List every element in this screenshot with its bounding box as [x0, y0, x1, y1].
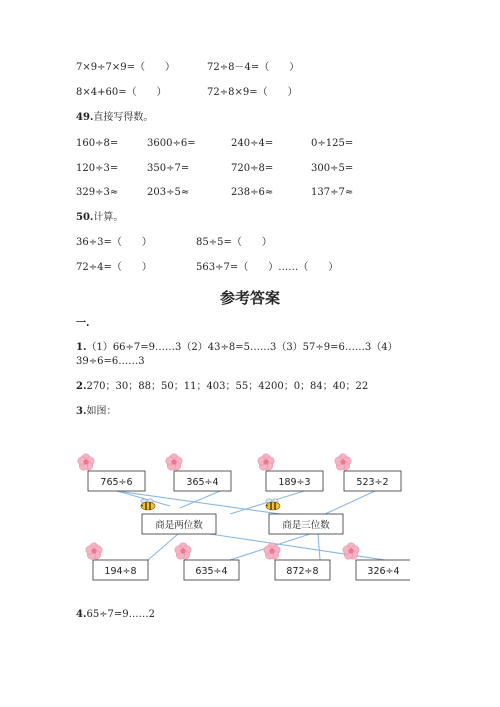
answer-text: 270；30；88；50；11；403；55；4200；0；84；40；22: [86, 381, 369, 392]
flower-icon: [343, 543, 359, 559]
calc-cell: 120÷3=: [76, 163, 119, 174]
exercise-1a: 7×9÷7×9=（ ）: [76, 62, 175, 73]
box-label: 194÷8: [104, 566, 137, 577]
calc-cell: 240÷4=: [231, 138, 274, 149]
exercise-2a: 8×4+60=（ ）: [76, 87, 167, 98]
answer-4: [76, 609, 155, 621]
answer-number: 3.: [76, 406, 87, 417]
box-label: 765÷6: [100, 477, 133, 488]
calc-cell: 85÷5=（ ）: [196, 237, 272, 248]
flower-icon: [78, 454, 94, 470]
matching-diagram: [70, 448, 410, 588]
answer-number: 2.: [76, 381, 87, 392]
box-label: 635÷4: [195, 566, 228, 577]
question-text: 直接写得数。: [93, 112, 154, 123]
box-label: 523÷2: [356, 477, 389, 488]
question-number: 49.: [76, 112, 94, 123]
question-number: 50.: [76, 212, 94, 223]
flower-icon: [166, 454, 182, 470]
answer-2: [76, 381, 368, 393]
exercise-2b: 72÷8×9=（ ）: [207, 87, 298, 98]
question-50: [76, 212, 123, 224]
exercise-1b: 72÷8－4=（ ）: [207, 62, 300, 73]
flower-icon: [175, 543, 191, 559]
calc-cell: 203÷5≈: [147, 187, 190, 198]
bee-icon: [141, 499, 155, 510]
answer-3: [76, 406, 116, 418]
box-label: 365÷4: [186, 477, 219, 488]
calc-cell: 137÷7≈: [311, 187, 354, 198]
answers-title: 参考答案: [219, 289, 280, 307]
flower-icon: [86, 543, 102, 559]
box-label: 872÷8: [286, 566, 319, 577]
calc-cell: 72÷4=（ ）: [76, 262, 152, 273]
answer-1-line2: 39÷6=6……3: [76, 356, 145, 367]
answer-number: 4.: [76, 609, 87, 620]
calc-cell: 563÷7=（ ）……（ ）: [196, 262, 339, 273]
calc-cell: 0÷125=: [311, 138, 354, 149]
section-label: 一.: [76, 318, 90, 329]
answer-number: 1.: [76, 342, 87, 353]
bee-icon: [266, 499, 280, 510]
answer-text: 65÷7=9……2: [86, 609, 156, 620]
calc-cell: 350÷7=: [147, 163, 190, 174]
answer-text: 如图：: [86, 406, 117, 417]
connector-line: [180, 491, 220, 508]
question-49: [76, 112, 153, 124]
answer-text: （1）66÷7=9……3（2）43÷8=5……3（3）57÷9=6……3（4）: [86, 342, 398, 353]
calc-cell: 160÷8=: [76, 138, 119, 149]
calc-cell: 36÷3=（ ）: [76, 237, 152, 248]
connector-line: [148, 534, 178, 560]
connector-line: [325, 491, 375, 514]
calc-cell: 329÷3≈: [76, 187, 119, 198]
connector-line: [318, 534, 320, 560]
flower-icon: [258, 454, 274, 470]
box-label: 189÷3: [278, 477, 311, 488]
answer-1-line1: [76, 342, 398, 354]
flower-icon: [335, 454, 351, 470]
calc-cell: 720÷8=: [231, 163, 274, 174]
category-label: 商是两位数: [155, 520, 203, 531]
calc-cell: 300÷5=: [311, 163, 354, 174]
calc-cell: 3600÷6=: [147, 138, 196, 149]
calc-cell: 238÷6≈: [231, 187, 274, 198]
flower-icon: [264, 543, 280, 559]
question-text: 计算。: [93, 212, 124, 223]
box-label: 326÷4: [367, 566, 400, 577]
category-label: 商是三位数: [282, 520, 330, 531]
